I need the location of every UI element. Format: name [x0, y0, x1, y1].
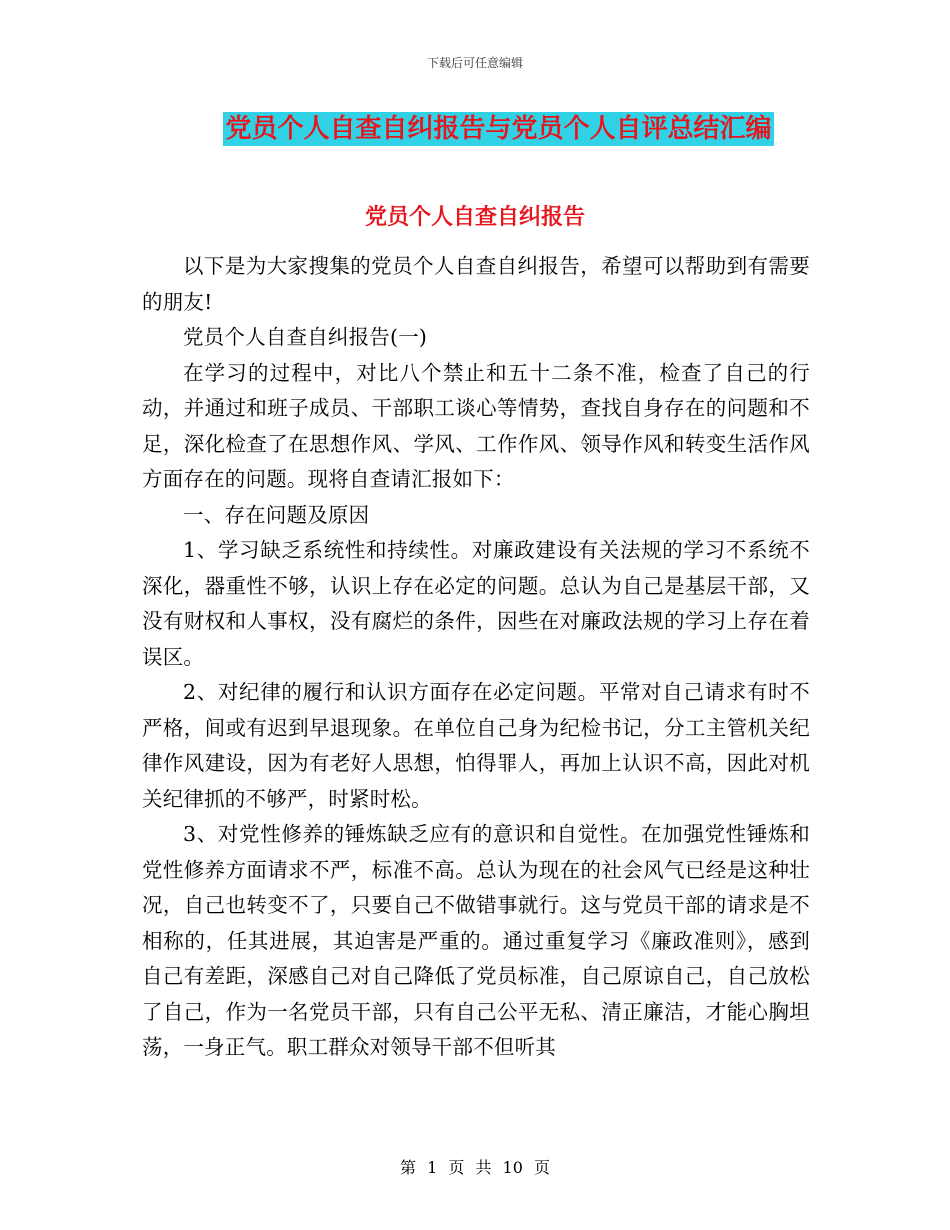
header-note: 下载后可任意编辑 [426, 56, 523, 70]
paragraph-report-heading: 党员个人自查自纠报告(一) [183, 325, 428, 349]
paragraph-item-2: 2、对纪律的履行和认识方面存在必定问题。平常对自己请求有时不严格，间或有迟到早退现象。在单位自己身为纪检书记，分工主管机关纪律作风建设，因为有老好人思想，怕得罪人，再加上认识不高，因此对机关纪律抓的不够严，时紧时松。 [142, 680, 810, 811]
main-title-container [0, 112, 950, 146]
paragraph-intro: 以下是为大家搜集的党员个人自查自纠报告，希望可以帮助到有需要的朋友! [142, 254, 810, 314]
document-body [142, 249, 810, 1066]
paragraph-item-1: 1、学习缺乏系统性和持续性。对廉政建设有关法规的学习不系统不深化，器重性不够，认识上存在必定的问题。总认为自己是基层干部，又没有财权和人事权，没有腐烂的条件，因些在对廉政法规的学习上存在着误区。 [142, 538, 810, 669]
section-title: 党员个人自查自纠报告 [364, 205, 585, 230]
main-title: 党员个人自查自纠报告与党员个人自评总结汇编 [225, 114, 772, 144]
paragraph-self-check: 在学习的过程中，对比八个禁止和五十二条不准，检查了自己的行动，并通过和班子成员、干部职工谈心等情势，查找自身存在的问题和不足，深化检查了在思想作风、学风、工作作风、领导作风和转变生活作风方面存在的问题。现将自查请汇报如下： [142, 360, 810, 491]
page-number: 第 1 页 共 10 页 [400, 1158, 550, 1177]
paragraph-section-heading: 一、存在问题及原因 [183, 502, 370, 527]
paragraph-item-3: 3、对党性修养的锤炼缺乏应有的意识和自觉性。在加强党性锤炼和党性修养方面请求不严，标准不高。总认为现在的社会风气已经是这种壮况，自己也转变不了，只要自己不做错事就行。这与党员干部的请求是不相称的，任其进展，其迫害是严重的。通过重复学习《廉政准则》，感到自己有差距，深感自己对自己降低了党员标准，自己原谅自己，自己放松了自己，作为一名党员干部，只有自己公平无私、清正廉洁，才能心胸坦荡，一身正气。职工群众对领导干部不但听其 [142, 822, 810, 1059]
